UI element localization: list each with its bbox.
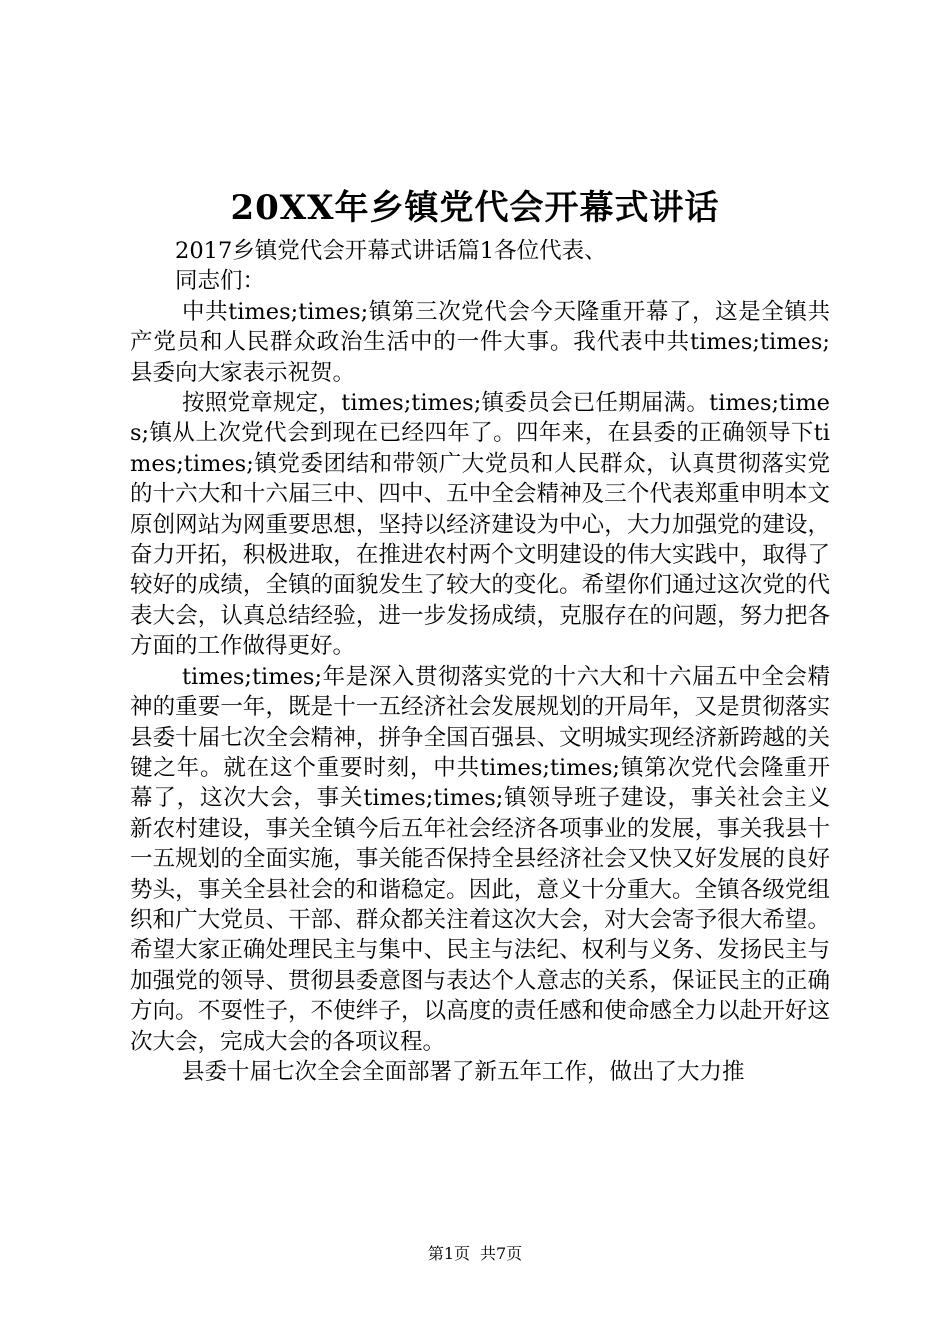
- page-number: 第1页: [427, 1244, 470, 1263]
- document-body: [130, 236, 830, 1087]
- page-total: 共7页: [480, 1244, 523, 1263]
- document-title: 20XX年乡镇党代会开幕式讲话: [230, 188, 720, 228]
- paragraph-4: 县委十届七次全会全面部署了新五年工作，做出了大力推: [182, 1058, 745, 1085]
- intro-line: 2017乡镇党代会开幕式讲话篇1各位代表、: [175, 238, 607, 264]
- page-footer: [0, 1243, 950, 1265]
- salutation: 同志们：: [175, 268, 266, 295]
- paragraph-3: times;times;年是深入贯彻落实党的十六大和十六届五中全会精神的重要一年，既是十一五经济社会发展规划的开局年，又是贯彻落实县委十届七次全会精神，拼争全国百强县、文明城实现经济新跨越的关键之年。就在这个重要时刻，中共times;times;镇第次党代会隆重开幕了，这次大会，事关times;times;镇领导班子建设，事关社会主义新农村建设，事关全镇今后五年社会经济各项事业的发展，事关我县十一五规划的全面实施，事关能否保持全县经济社会又快又好发展的良好势头，事关全县社会的和谐稳定。因此，意义十分重大。全镇各级党组织和广大党员、干部、群众都关注着这次大会，对大会寄予很大希望。希望大家正确处理民主与集中、民主与法纪、权利与义务、发扬民主与加强党的领导、贯彻县委意图与表达个人意志的关系，保证民主的正确方向。不耍性子，不使绊子，以高度的责任感和使命感全力以赴开好这次大会，完成大会的各项议程。: [130, 663, 830, 1055]
- paragraph-1: 中共times;times;镇第三次党代会今天隆重开幕了，这是全镇共产党员和人民群众政治生活中的一件大事。我代表中共times;times;县委向大家表示祝贺。: [130, 298, 830, 386]
- paragraph-2: 按照党章规定，times;times;镇委员会已任期届满。times;times;镇从上次党代会到现在已经四年了。四年来，在县委的正确领导下times;times;镇党委团结和带领广大党员和人民群众，认真贯彻落实党的十六大和十六届三中、四中、五中全会精神及三个代表郑重申明本文原创网站为网重要思想，坚持以经济建设为中心，大力加强党的建设，奋力开拓，积极进取，在推进农村两个文明建设的伟大实践中，取得了较好的成绩，全镇的面貌发生了较大的变化。希望你们通过这次党的代表大会，认真总结经验，进一步发扬成绩，克服存在的问题，努力把各方面的工作做得更好。: [130, 390, 830, 660]
